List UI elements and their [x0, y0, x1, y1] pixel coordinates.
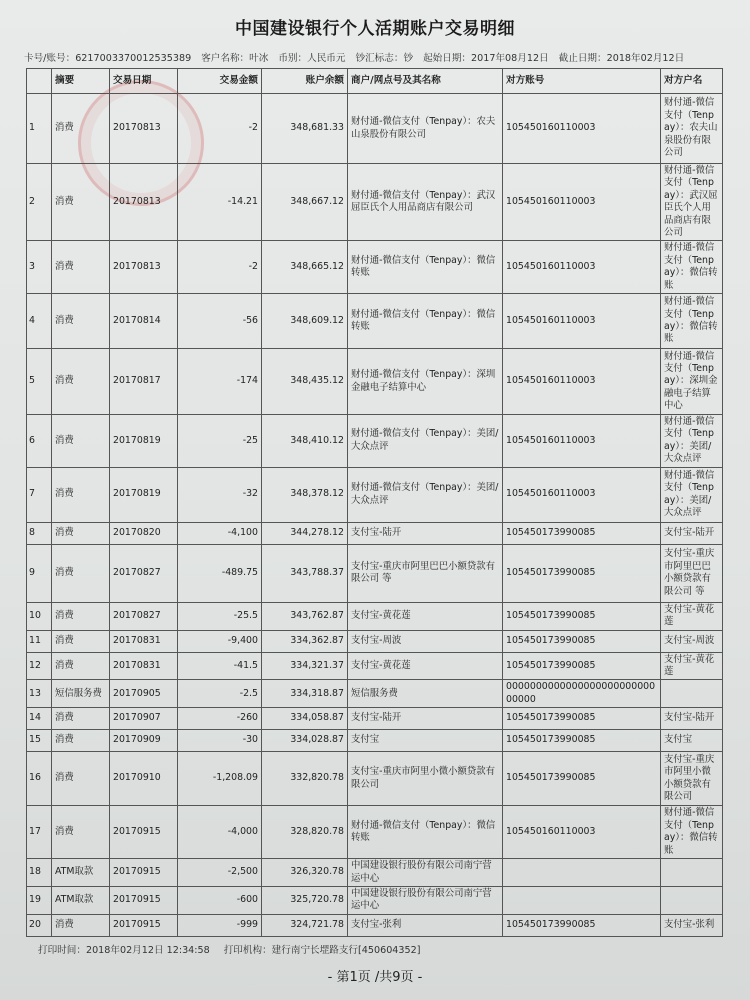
row-merchant: 支付宝-黄花莲 [348, 602, 503, 630]
row-counter-account: 000000000000000000000000000000 [503, 680, 661, 708]
row-index: 14 [27, 708, 52, 730]
table-row [27, 94, 723, 164]
row-summary: 消费 [52, 806, 110, 859]
row-amount: -41.5 [178, 652, 262, 680]
row-counter-account: 105450160110003 [503, 415, 661, 468]
row-date: 20170819 [110, 415, 178, 468]
row-counter-name: 财付通-微信支付（Tenpay）：微信转账 [661, 806, 723, 859]
row-balance: 343,788.37 [262, 544, 348, 602]
row-counter-account: 105450173990085 [503, 752, 661, 806]
row-date: 20170817 [110, 349, 178, 415]
row-counter-account: 105450160110003 [503, 467, 661, 522]
row-summary: 消费 [52, 752, 110, 806]
row-merchant: 财付通-微信支付（Tenpay）：美团/大众点评 [348, 467, 503, 522]
row-balance: 348,665.12 [262, 241, 348, 294]
row-balance: 332,820.78 [262, 752, 348, 806]
row-index: 9 [27, 544, 52, 602]
row-summary: 消费 [52, 294, 110, 349]
row-merchant: 财付通-微信支付（Tenpay）：美团/大众点评 [348, 415, 503, 468]
row-index: 11 [27, 630, 52, 652]
row-counter-name: 支付宝-黄花莲 [661, 602, 723, 630]
row-merchant: 财付通-微信支付（Tenpay）：农夫山泉股份有限公司 [348, 94, 503, 164]
row-summary: 消费 [52, 544, 110, 602]
row-summary: 消费 [52, 630, 110, 652]
row-merchant: 支付宝-黄花莲 [348, 652, 503, 680]
row-amount: -9,400 [178, 630, 262, 652]
row-merchant: 短信服务费 [348, 680, 503, 708]
row-merchant: 支付宝-陆开 [348, 522, 503, 544]
table-row [27, 630, 723, 652]
row-merchant: 支付宝 [348, 730, 503, 752]
page-number: - 第1页 /共9页 - [327, 970, 423, 985]
row-date: 20170813 [110, 241, 178, 294]
table-header-row [27, 69, 723, 94]
row-amount: -489.75 [178, 544, 262, 602]
row-counter-name: 财付通-微信支付（Tenpay）：武汉屈臣氏个人用品商店有限公司 [661, 164, 723, 241]
row-counter-name: 支付宝-重庆市阿里巴巴小额贷款有限公司 等 [661, 544, 723, 602]
row-balance: 348,410.12 [262, 415, 348, 468]
row-counter-account: 105450173990085 [503, 914, 661, 936]
row-index: 6 [27, 415, 52, 468]
row-counter-account: 105450173990085 [503, 652, 661, 680]
row-index: 8 [27, 522, 52, 544]
row-date: 20170909 [110, 730, 178, 752]
row-merchant: 财付通-微信支付（Tenpay）：武汉屈臣氏个人用品商店有限公司 [348, 164, 503, 241]
row-summary: 消费 [52, 349, 110, 415]
row-merchant: 中国建设银行股份有限公司南宁营运中心 [348, 886, 503, 914]
row-amount: -2 [178, 241, 262, 294]
row-amount: -25.5 [178, 602, 262, 630]
row-amount: -2.5 [178, 680, 262, 708]
print-org: 打印机构：建行南宁长堽路支行[450604352] [223, 945, 421, 956]
table-row [27, 522, 723, 544]
row-merchant: 中国建设银行股份有限公司南宁营运中心 [348, 859, 503, 887]
row-counter-account: 105450173990085 [503, 522, 661, 544]
row-index: 15 [27, 730, 52, 752]
row-balance: 334,318.87 [262, 680, 348, 708]
row-counter-account: 105450160110003 [503, 294, 661, 349]
row-counter-name: 财付通-微信支付（Tenpay）：深圳金融电子结算中心 [661, 349, 723, 415]
row-balance: 348,609.12 [262, 294, 348, 349]
table-row [27, 752, 723, 806]
row-counter-name: 支付宝-周波 [661, 630, 723, 652]
row-counter-account: 105450160110003 [503, 94, 661, 164]
table-row [27, 544, 723, 602]
row-merchant: 财付通-微信支付（Tenpay）：微信转账 [348, 294, 503, 349]
row-date: 20170831 [110, 652, 178, 680]
row-balance: 326,320.78 [262, 859, 348, 887]
row-counter-name [661, 886, 723, 914]
row-counter-name: 财付通-微信支付（Tenpay）：农夫山泉股份有限公司 [661, 94, 723, 164]
row-balance: 334,058.87 [262, 708, 348, 730]
row-merchant: 财付通-微信支付（Tenpay）：微信转账 [348, 806, 503, 859]
row-balance: 334,028.87 [262, 730, 348, 752]
row-amount: -260 [178, 708, 262, 730]
row-counter-account: 105450160110003 [503, 241, 661, 294]
row-counter-name: 财付通-微信支付（Tenpay）：美团/大众点评 [661, 467, 723, 522]
row-amount: -4,000 [178, 806, 262, 859]
row-index: 2 [27, 164, 52, 241]
row-balance: 348,667.12 [262, 164, 348, 241]
row-merchant: 支付宝-重庆市阿里小微小额贷款有限公司 [348, 752, 503, 806]
row-index: 12 [27, 652, 52, 680]
row-index: 20 [27, 914, 52, 936]
row-index: 19 [27, 886, 52, 914]
row-summary: ATM取款 [52, 886, 110, 914]
table-row [27, 730, 723, 752]
table-row [27, 164, 723, 241]
cash-flag: 钞汇标志：钞 [355, 53, 414, 64]
row-counter-account [503, 859, 661, 887]
row-amount: -56 [178, 294, 262, 349]
print-info [38, 942, 420, 956]
row-summary: 消费 [52, 164, 110, 241]
row-counter-account: 105450173990085 [503, 602, 661, 630]
table-row [27, 349, 723, 415]
header-summary: 摘要 [52, 69, 110, 94]
end-date: 截止日期：2018年02月12日 [558, 53, 685, 64]
row-balance: 334,362.87 [262, 630, 348, 652]
row-counter-name: 支付宝-陆开 [661, 708, 723, 730]
row-summary: 短信服务费 [52, 680, 110, 708]
row-merchant: 支付宝-陆开 [348, 708, 503, 730]
row-index: 5 [27, 349, 52, 415]
row-counter-account: 105450173990085 [503, 630, 661, 652]
header-merchant: 商户/网点号及其名称 [348, 69, 503, 94]
row-amount: -600 [178, 886, 262, 914]
row-summary: 消费 [52, 415, 110, 468]
table-row [27, 886, 723, 914]
row-counter-name: 财付通-微信支付（Tenpay）：微信转账 [661, 241, 723, 294]
print-time: 打印时间：2018年02月12日 12:34:58 [38, 945, 210, 956]
row-merchant: 支付宝-重庆市阿里巴巴小额贷款有限公司 等 [348, 544, 503, 602]
row-counter-name: 支付宝 [661, 730, 723, 752]
row-index: 3 [27, 241, 52, 294]
transaction-table [26, 68, 723, 937]
row-balance: 334,321.37 [262, 652, 348, 680]
row-amount: -4,100 [178, 522, 262, 544]
row-summary: 消费 [52, 708, 110, 730]
row-index: 7 [27, 467, 52, 522]
row-counter-account: 105450160110003 [503, 349, 661, 415]
row-counter-name: 财付通-微信支付（Tenpay）：微信转账 [661, 294, 723, 349]
row-counter-account: 105450160110003 [503, 164, 661, 241]
row-balance: 343,762.87 [262, 602, 348, 630]
row-summary: 消费 [52, 241, 110, 294]
row-summary: 消费 [52, 94, 110, 164]
row-merchant: 财付通-微信支付（Tenpay）：深圳金融电子结算中心 [348, 349, 503, 415]
row-amount: -30 [178, 730, 262, 752]
row-date: 20170915 [110, 806, 178, 859]
table-row [27, 680, 723, 708]
row-amount: -1,208.09 [178, 752, 262, 806]
row-summary: 消费 [52, 730, 110, 752]
row-date: 20170813 [110, 94, 178, 164]
row-date: 20170915 [110, 886, 178, 914]
row-counter-name [661, 859, 723, 887]
table-row [27, 859, 723, 887]
row-index: 13 [27, 680, 52, 708]
card-number: 卡号/账号：6217003370012535389 [24, 53, 192, 64]
row-summary: 消费 [52, 467, 110, 522]
row-counter-name [661, 680, 723, 708]
row-balance: 348,681.33 [262, 94, 348, 164]
row-amount: -32 [178, 467, 262, 522]
row-counter-name: 支付宝-重庆市阿里小微小额贷款有限公司 [661, 752, 723, 806]
row-date: 20170827 [110, 602, 178, 630]
row-amount: -25 [178, 415, 262, 468]
header-amount: 交易金额 [178, 69, 262, 94]
row-merchant: 支付宝-周波 [348, 630, 503, 652]
row-counter-account [503, 886, 661, 914]
account-meta [24, 50, 734, 64]
row-index: 18 [27, 859, 52, 887]
row-amount: -2 [178, 94, 262, 164]
row-counter-name: 财付通-微信支付（Tenpay）：美团/大众点评 [661, 415, 723, 468]
row-date: 20170910 [110, 752, 178, 806]
row-counter-account: 105450173990085 [503, 708, 661, 730]
table-row [27, 415, 723, 468]
table-row [27, 914, 723, 936]
row-index: 17 [27, 806, 52, 859]
statement-title: 中国建设银行个人活期账户交易明细 [235, 19, 515, 39]
row-balance: 325,720.78 [262, 886, 348, 914]
row-summary: 消费 [52, 602, 110, 630]
row-amount: -14.21 [178, 164, 262, 241]
row-date: 20170814 [110, 294, 178, 349]
row-index: 16 [27, 752, 52, 806]
row-counter-name: 支付宝-张利 [661, 914, 723, 936]
header-counter-name: 对方户名 [661, 69, 723, 94]
row-merchant: 支付宝-张利 [348, 914, 503, 936]
header-date: 交易日期 [110, 69, 178, 94]
row-summary: ATM取款 [52, 859, 110, 887]
header-balance: 账户余额 [262, 69, 348, 94]
customer-name: 客户名称：叶冰 [201, 53, 269, 64]
table-row [27, 241, 723, 294]
row-date: 20170907 [110, 708, 178, 730]
row-balance: 328,820.78 [262, 806, 348, 859]
row-summary: 消费 [52, 914, 110, 936]
start-date: 起始日期：2017年08月12日 [423, 53, 549, 64]
row-date: 20170915 [110, 859, 178, 887]
row-counter-name: 支付宝-黄花莲 [661, 652, 723, 680]
row-merchant: 财付通-微信支付（Tenpay）：微信转账 [348, 241, 503, 294]
row-date: 20170813 [110, 164, 178, 241]
row-counter-account: 105450173990085 [503, 730, 661, 752]
row-balance: 344,278.12 [262, 522, 348, 544]
row-index: 4 [27, 294, 52, 349]
row-date: 20170827 [110, 544, 178, 602]
row-counter-name: 支付宝-陆开 [661, 522, 723, 544]
row-date: 20170831 [110, 630, 178, 652]
table-row [27, 602, 723, 630]
table-row [27, 708, 723, 730]
row-date: 20170820 [110, 522, 178, 544]
row-date: 20170915 [110, 914, 178, 936]
row-amount: -999 [178, 914, 262, 936]
row-amount: -174 [178, 349, 262, 415]
table-row [27, 652, 723, 680]
row-balance: 348,378.12 [262, 467, 348, 522]
row-balance: 348,435.12 [262, 349, 348, 415]
row-date: 20170905 [110, 680, 178, 708]
row-summary: 消费 [52, 652, 110, 680]
table-row [27, 467, 723, 522]
currency: 币别：人民币元 [278, 53, 346, 64]
row-balance: 324,721.78 [262, 914, 348, 936]
table-row [27, 806, 723, 859]
row-counter-account: 105450160110003 [503, 806, 661, 859]
table-row [27, 294, 723, 349]
row-amount: -2,500 [178, 859, 262, 887]
row-date: 20170819 [110, 467, 178, 522]
row-index: 1 [27, 94, 52, 164]
header-counter-account: 对方账号 [503, 69, 661, 94]
header-index [27, 69, 52, 94]
row-summary: 消费 [52, 522, 110, 544]
row-counter-account: 105450173990085 [503, 544, 661, 602]
row-index: 10 [27, 602, 52, 630]
